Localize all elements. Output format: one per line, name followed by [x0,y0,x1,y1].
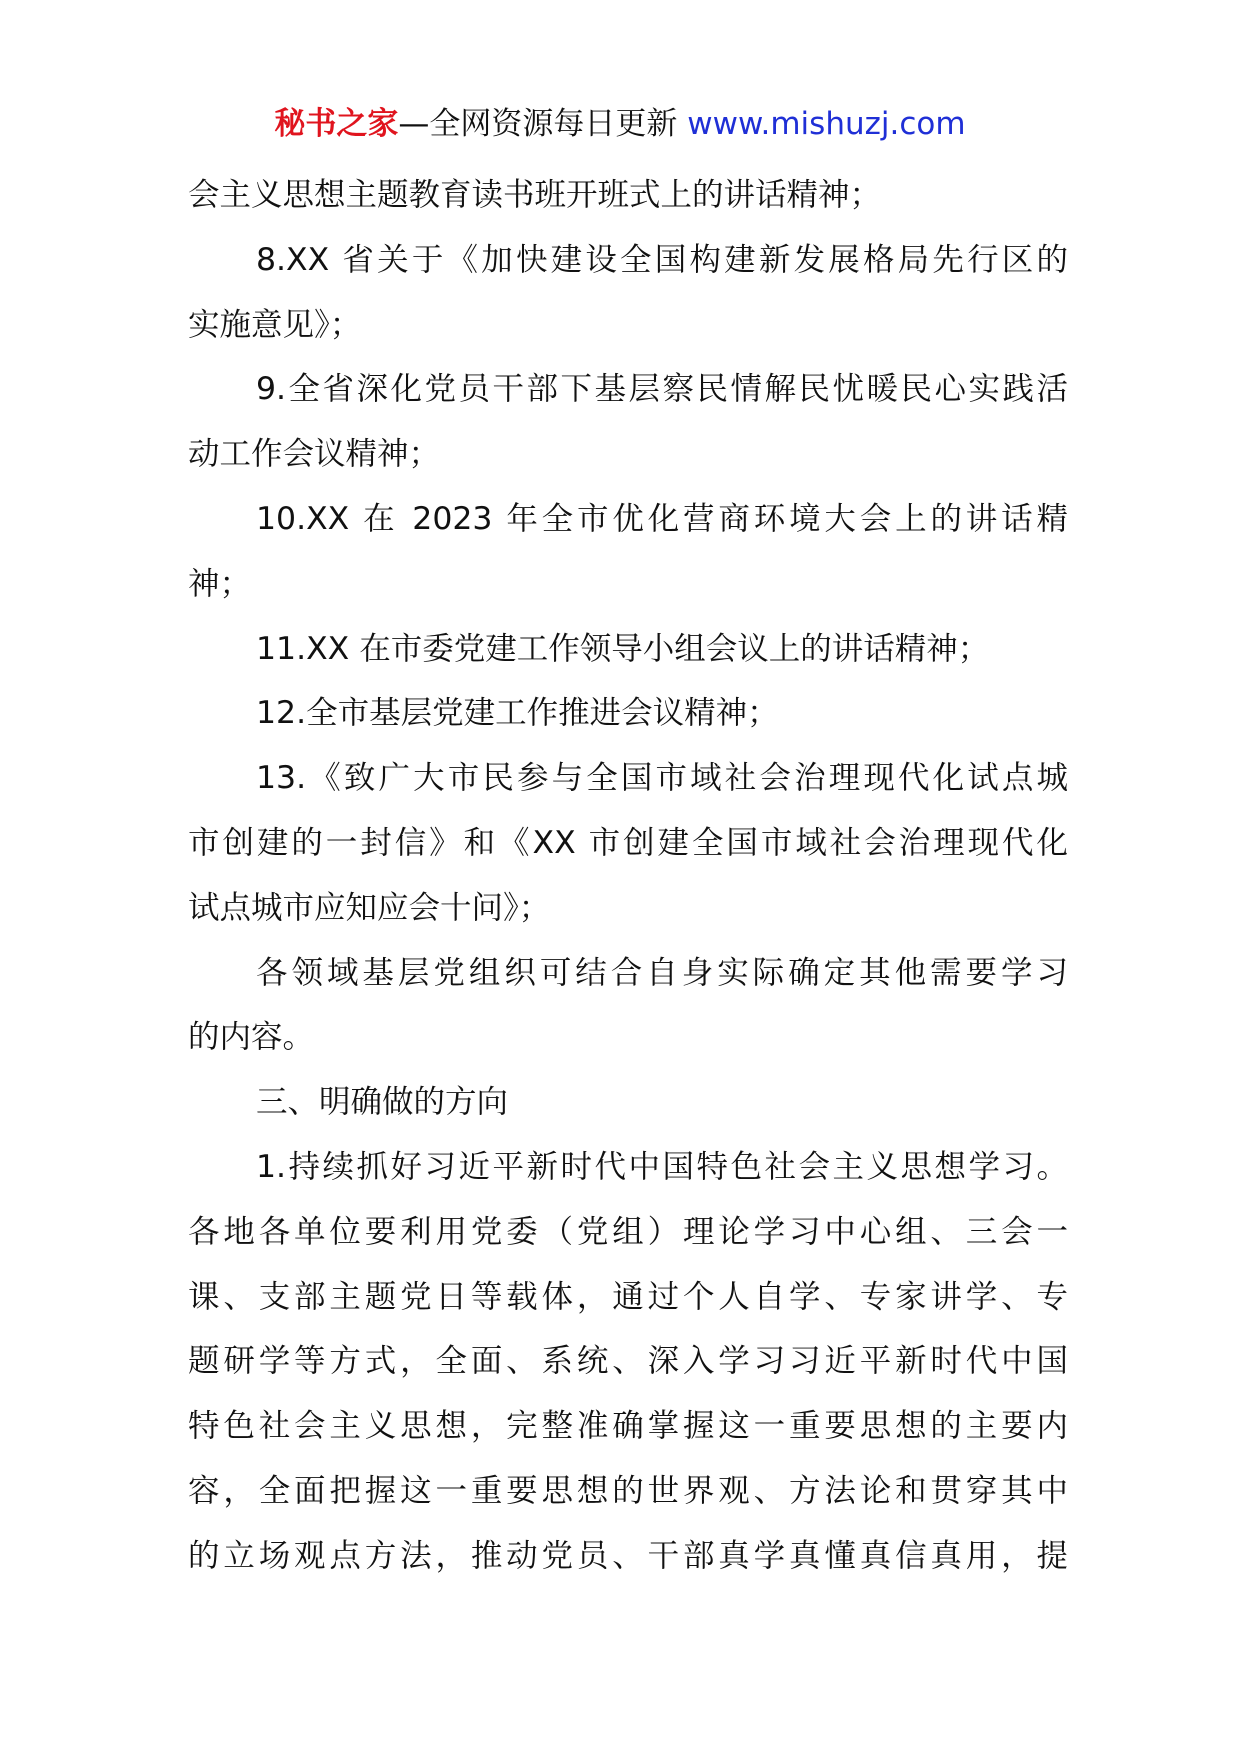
text-line: 1.持续抓好习近平新时代中国特色社会主义思想学习。 [256,1148,1068,1185]
text-line: 市创建的一封信》和《XX 市创建全国市域社会治理现代化 [188,824,1068,861]
text-line: 的内容。 [188,1019,315,1056]
text-line: 实施意见》； [188,306,362,343]
page-header [0,104,1240,144]
text-line: 题研学等方式，全面、系统、深入学习习近平新时代中国 [188,1343,1068,1380]
section-heading: 三、明确做的方向 [256,1084,509,1121]
text-line: 11.XX 在市委党建工作领导小组会议上的讲话精神； [256,630,990,667]
site-url[interactable]: www.mishuzj.com [687,106,966,142]
text-line: 容，全面把握这一重要思想的世界观、方法论和贯穿其中 [188,1472,1068,1509]
text-line: 各地各单位要利用党委（党组）理论学习中心组、三会一 [188,1213,1068,1250]
text-line: 特色社会主义思想，完整准确掌握这一重要思想的主要内 [188,1408,1068,1445]
text-line: 10.XX 在 2023 年全市优化营商环境大会上的讲话精 [256,500,1068,537]
text-line: 12.全市基层党建工作推进会议精神； [256,695,779,732]
text-line: 各领域基层党组织可结合自身实际确定其他需要学习 [256,954,1068,991]
text-line: 9.全省深化党员干部下基层察民情解民忧暖民心实践活 [256,371,1068,408]
text-line: 的立场观点方法，推动党员、干部真学真懂真信真用，提 [188,1537,1068,1574]
text-line: 神； [188,565,252,602]
document-body [188,163,1068,1589]
text-line: 13.《致广大市民参与全国市域社会治理现代化试点城 [256,760,1068,797]
text-line: 动工作会议精神； [188,436,441,473]
text-line: 试点城市应知应会十问》； [188,889,551,926]
header-tagline: —全网资源每日更新 [398,106,688,142]
brand-name: 秘书之家 [274,106,399,142]
text-line: 课、支部主题党日等载体，通过个人自学、专家讲学、专 [188,1278,1068,1315]
text-line: 8.XX 省关于《加快建设全国构建新发展格局先行区的 [256,241,1068,278]
text-line: 会主义思想主题教育读书班开班式上的讲话精神； [188,177,882,213]
